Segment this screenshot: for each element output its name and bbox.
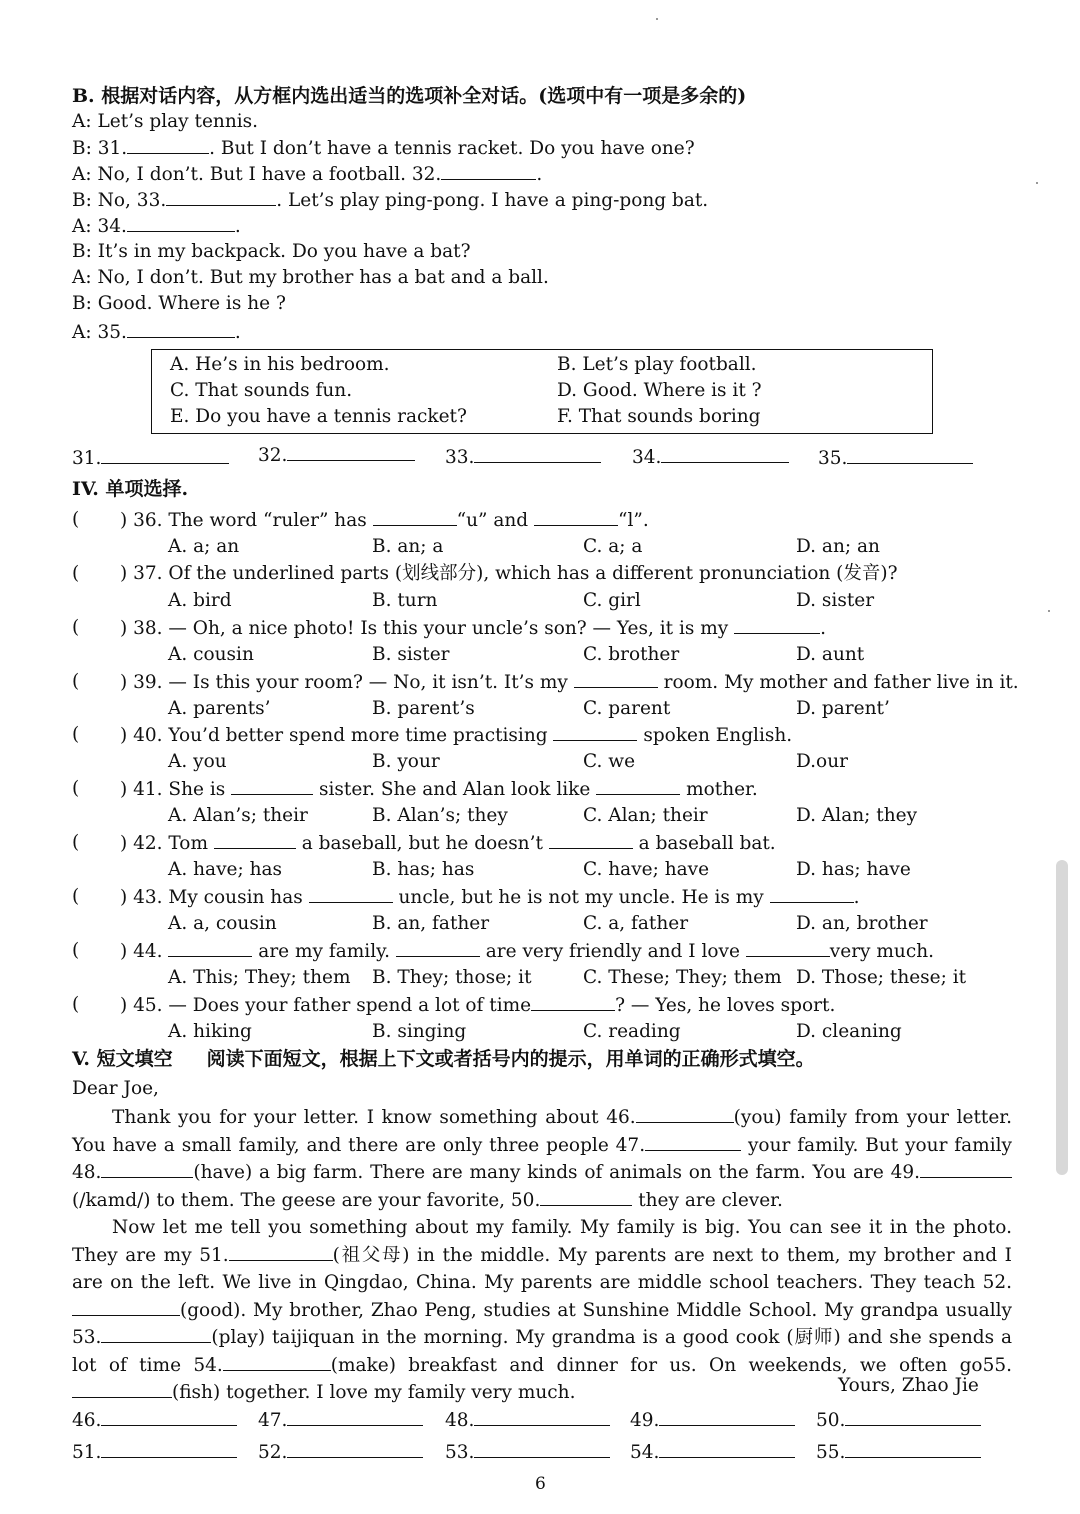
- answer-label: 47.: [258, 1410, 288, 1431]
- answer-slot: [630, 1408, 795, 1431]
- dialog-line: [72, 136, 695, 161]
- choice-option[interactable]: C. reading: [583, 1021, 681, 1042]
- answer-label: 52.: [258, 1442, 288, 1463]
- letter-text: your family. But your family 48.: [72, 1134, 1013, 1183]
- stem-text: ) 45. — Does your father spend a lot of time: [120, 995, 532, 1016]
- choice-option[interactable]: A. This; They; them: [168, 967, 351, 988]
- letter-text: (have) a big farm. There are many kinds of animals on the farm. You are 49.: [193, 1162, 920, 1183]
- answer-label: 54.: [630, 1442, 660, 1463]
- section-iv-heading: IV. 单项选择.: [72, 478, 189, 500]
- stem-text: are my family.: [252, 941, 396, 962]
- answer-paren[interactable]: (: [72, 778, 80, 799]
- answer-slot: [258, 1408, 423, 1431]
- letter-text: (you) family from your letter. You have a small family, and there are only three people 47.: [72, 1107, 1012, 1156]
- dialog-line: [72, 214, 241, 239]
- letter-text: they are clever.: [632, 1189, 783, 1211]
- letter-text: (make) breakfast and dinner for us. On weekends, we often go55.: [330, 1354, 1012, 1376]
- answer-label: 49.: [630, 1410, 660, 1431]
- dialog-line: [72, 292, 286, 316]
- answer-blank[interactable]: [574, 670, 658, 688]
- choice-option[interactable]: A. a, cousin: [168, 913, 277, 934]
- dialog-line: [72, 110, 258, 134]
- answer-slot: [258, 1440, 423, 1463]
- choice-option[interactable]: A. have; has: [168, 859, 283, 880]
- letter-text: (play) taijiquan in the morning. My grandma is a good cook (厨师) and she spends a lot of time 54.: [72, 1327, 1012, 1376]
- answer-blank[interactable]: [127, 136, 209, 154]
- choice-option[interactable]: B. an, father: [372, 913, 490, 934]
- dialog-text: .: [234, 216, 241, 237]
- answer-blank[interactable]: [101, 1408, 237, 1426]
- option-f: F. That sounds boring: [557, 406, 761, 427]
- answer-blank[interactable]: [474, 445, 601, 463]
- dialog-line: [72, 320, 241, 345]
- stem-text: ) 39. — Is this your room? — No, it isn’t. It’s my: [120, 672, 574, 693]
- answer-label: 50.: [816, 1410, 846, 1431]
- option-c: C. That sounds fun.: [170, 380, 353, 401]
- answer-blank[interactable]: [101, 1440, 237, 1458]
- scrollbar[interactable]: [1056, 860, 1068, 1175]
- answer-label: 32.: [258, 445, 288, 466]
- page-number: 6: [535, 1474, 546, 1494]
- dialog-text: .: [234, 322, 241, 343]
- dialog-text: B: No, 33.: [72, 190, 167, 211]
- answer-slot: [72, 1440, 237, 1463]
- answer-label: 53.: [445, 1442, 475, 1463]
- option-e: E. Do you have a tennis racket?: [170, 406, 467, 427]
- letter-paragraph-1: [72, 1104, 1012, 1214]
- letter-greeting: Dear Joe,: [72, 1078, 159, 1099]
- answer-blank[interactable]: [231, 777, 313, 795]
- dialog-text: A: 35.: [72, 322, 127, 343]
- answer-label: 48.: [445, 1410, 475, 1431]
- answer-slot: [816, 1440, 981, 1463]
- answer-label: 35.: [818, 448, 848, 469]
- answer-blank[interactable]: [396, 939, 480, 957]
- choice-option[interactable]: D. an, brother: [796, 913, 928, 934]
- answer-blank[interactable]: [287, 443, 415, 461]
- choice-option[interactable]: D. parent’: [796, 698, 890, 719]
- choice-option[interactable]: B. They; those; it: [372, 967, 532, 988]
- answer-paren[interactable]: (: [72, 509, 80, 530]
- answer-paren[interactable]: (: [72, 563, 80, 584]
- choice-option[interactable]: D. an; an: [796, 536, 880, 557]
- dialog-line: [72, 162, 542, 187]
- question-stem: [120, 723, 792, 748]
- section-v-title: V. 短文填空: [72, 1048, 173, 1070]
- letter-signoff: Yours, Zhao Jie: [838, 1375, 979, 1396]
- section-b-heading: B. 根据对话内容，从方框内选出适当的选项补全对话。(选项中有一项是多余的): [72, 85, 747, 107]
- choice-option[interactable]: C. These; They; them: [583, 967, 782, 988]
- answer-label: 33.: [445, 447, 475, 468]
- stem-text: uncle, but he is not my uncle. He is my: [392, 887, 770, 908]
- choice-option[interactable]: C. we: [583, 751, 636, 772]
- answer-label: 31.: [72, 448, 102, 469]
- dialog-text: .: [536, 164, 543, 185]
- choice-option[interactable]: C. brother: [583, 644, 680, 665]
- choice-option[interactable]: D. Those; these; it: [796, 967, 967, 988]
- answer-blank[interactable]: [223, 1353, 331, 1371]
- answer-blank[interactable]: [101, 1325, 211, 1343]
- answer-blank[interactable]: [531, 993, 615, 1011]
- answer-blank[interactable]: [645, 1133, 741, 1151]
- answer-blank[interactable]: [845, 1440, 981, 1458]
- answer-blank[interactable]: [166, 188, 276, 206]
- answer-blank[interactable]: [101, 1160, 193, 1178]
- stem-text: room. My mother and father live in it.: [657, 672, 1019, 693]
- answer-blank[interactable]: [636, 1105, 734, 1123]
- answer-paren[interactable]: (: [72, 671, 80, 692]
- stem-text: sister. She and Alan look like: [313, 779, 597, 800]
- answer-blank[interactable]: [474, 1440, 610, 1458]
- answer-label: 46.: [72, 1410, 102, 1431]
- answer-32: [258, 443, 415, 466]
- stem-text: mother.: [680, 779, 758, 800]
- answer-paren[interactable]: (: [72, 724, 80, 745]
- answer-blank[interactable]: [214, 831, 296, 849]
- options-box: [151, 349, 933, 434]
- answer-blank[interactable]: [474, 1408, 610, 1426]
- answer-label: 34.: [632, 447, 662, 468]
- answer-paren[interactable]: (: [72, 617, 80, 638]
- choice-option[interactable]: B. singing: [372, 1021, 467, 1042]
- answer-slot: [816, 1408, 981, 1431]
- dialog-text: A: No, I don’t. But my brother has a bat and a ball.: [72, 267, 549, 288]
- stem-text: ) 38. — Oh, a nice photo! Is this your uncle’s son? — Yes, it is my: [120, 618, 735, 639]
- letter-text: (fish) together. I love my family very much.: [172, 1382, 576, 1403]
- dialog-text: . But I don’t have a tennis racket. Do you have one?: [209, 138, 695, 159]
- dialog-text: A: Let’s play tennis.: [72, 111, 259, 132]
- answer-blank[interactable]: [441, 162, 536, 180]
- choice-option[interactable]: B. your: [372, 751, 440, 772]
- choice-option[interactable]: C. girl: [583, 590, 641, 611]
- answer-blank[interactable]: [373, 508, 457, 526]
- choice-option[interactable]: A. cousin: [168, 644, 254, 665]
- answer-blank[interactable]: [734, 616, 820, 634]
- choice-option[interactable]: C. Alan; their: [583, 805, 708, 826]
- choice-option[interactable]: B. sister: [372, 644, 450, 665]
- answer-slot: [72, 1408, 237, 1431]
- section-v-heading: [72, 1047, 815, 1071]
- question-stem: [120, 993, 835, 1018]
- choice-option[interactable]: B. Alan’s; they: [372, 805, 508, 826]
- stem-text: “u” and: [456, 510, 534, 531]
- choice-option[interactable]: B. parent’s: [372, 698, 475, 719]
- question-stem: [120, 562, 898, 586]
- speck: [656, 18, 658, 20]
- choice-option[interactable]: D. has; have: [796, 859, 911, 880]
- answer-slot: [445, 1408, 610, 1431]
- question-stem: [120, 831, 776, 856]
- dialog-text: A: No, I don’t. But I have a football. 32.: [72, 164, 442, 185]
- answer-blank[interactable]: [596, 777, 680, 795]
- option-d: D. Good. Where is it ?: [557, 380, 762, 401]
- stem-text: .: [820, 618, 827, 639]
- answer-blank[interactable]: [309, 885, 393, 903]
- answer-blank[interactable]: [553, 723, 637, 741]
- dialog-text: B: 31.: [72, 138, 128, 159]
- answer-blank[interactable]: [920, 1160, 1012, 1178]
- answer-paren[interactable]: (: [72, 886, 80, 907]
- answer-31: [72, 446, 229, 469]
- choice-option[interactable]: A. Alan’s; their: [168, 805, 308, 826]
- choice-option[interactable]: D.our: [796, 751, 848, 772]
- dialog-text: B: Good. Where is he ?: [72, 293, 286, 314]
- letter-text: Now let me tell you something about my family. My family is big. You can see it in the photo. They are my 51.: [72, 1217, 1012, 1266]
- answer-blank[interactable]: [72, 1380, 172, 1398]
- stem-text: ) 40. You’d better spend more time practising: [120, 725, 554, 746]
- choice-option[interactable]: B. turn: [372, 590, 438, 611]
- choice-option[interactable]: A. hiking: [168, 1021, 252, 1042]
- answer-label: 51.: [72, 1442, 102, 1463]
- answer-blank[interactable]: [168, 939, 252, 957]
- stem-text: ) 37. Of the underlined parts (划线部分), which has a different pronunciation (发音)?: [120, 563, 898, 584]
- answer-blank[interactable]: [534, 508, 618, 526]
- answer-blank[interactable]: [659, 1408, 795, 1426]
- dialog-text: A: 34.: [72, 216, 127, 237]
- answer-slot: [630, 1440, 795, 1463]
- answer-slot: [445, 1440, 610, 1463]
- choice-option[interactable]: C. a; a: [583, 536, 643, 557]
- letter-text: (祖父母) in the middle. My parents are next to them, my brother and I are on the left. We live in Qingdao, China. My parents are middle school teachers. They teach 52.: [72, 1244, 1012, 1293]
- stem-text: “l”.: [618, 510, 649, 531]
- choice-option[interactable]: A. parents’: [168, 698, 271, 719]
- choice-option[interactable]: B. has; has: [372, 859, 475, 880]
- stem-text: ) 43. My cousin has: [120, 887, 309, 908]
- choice-option[interactable]: C. a, father: [583, 913, 689, 934]
- option-b: B. Let’s play football.: [557, 354, 757, 375]
- question-stem: [120, 939, 934, 964]
- answer-paren[interactable]: (: [72, 832, 80, 853]
- choice-option[interactable]: C. parent: [583, 698, 671, 719]
- letter-text: Thank you for your letter. I know something about 46.: [112, 1107, 636, 1128]
- answer-blank[interactable]: [549, 831, 633, 849]
- answer-blank[interactable]: [72, 1298, 180, 1316]
- choice-option[interactable]: B. an; a: [372, 536, 444, 557]
- stem-text: ) 36. The word “ruler” has: [120, 510, 373, 531]
- option-a: A. He’s in his bedroom.: [170, 354, 390, 375]
- answer-blank[interactable]: [127, 320, 235, 338]
- stem-text: ? — Yes, he loves sport.: [615, 995, 836, 1016]
- answer-blank[interactable]: [770, 885, 854, 903]
- speck: [1036, 182, 1038, 184]
- question-stem: [120, 777, 758, 802]
- answer-34: [632, 445, 789, 468]
- answer-blank[interactable]: [287, 1408, 423, 1426]
- stem-text: are very friendly and I love: [479, 941, 746, 962]
- speck: [1048, 610, 1050, 612]
- stem-text: ) 42. Tom: [120, 833, 214, 854]
- dialog-line: [72, 240, 471, 264]
- choice-option[interactable]: D. aunt: [796, 644, 865, 665]
- choice-option[interactable]: A. you: [168, 751, 227, 772]
- answer-blank[interactable]: [661, 445, 789, 463]
- stem-text: spoken English.: [637, 725, 793, 746]
- stem-text: a baseball bat.: [632, 833, 776, 854]
- question-stem: [120, 670, 1019, 695]
- choice-option[interactable]: D. cleaning: [796, 1021, 902, 1042]
- answer-35: [818, 446, 973, 469]
- stem-text: a baseball, but he doesn’t: [295, 833, 549, 854]
- dialog-text: B: It’s in my backpack. Do you have a bat?: [72, 241, 471, 262]
- answer-blank[interactable]: [746, 939, 830, 957]
- answer-33: [445, 445, 601, 468]
- question-stem: [120, 508, 649, 533]
- choice-option[interactable]: D. sister: [796, 590, 875, 611]
- answer-paren[interactable]: (: [72, 994, 80, 1015]
- letter-text: (/kamd/) to them. The geese are your favorite, 50.: [72, 1189, 541, 1211]
- answer-blank[interactable]: [659, 1440, 795, 1458]
- choice-option[interactable]: A. bird: [168, 590, 232, 611]
- question-stem: [120, 616, 826, 641]
- choice-option[interactable]: A. a; an: [168, 536, 240, 557]
- stem-text: ) 41. She is: [120, 779, 232, 800]
- stem-text: ) 44.: [120, 941, 169, 962]
- answer-label: 55.: [816, 1442, 846, 1463]
- dialog-line: [72, 266, 549, 290]
- stem-text: .: [853, 887, 860, 908]
- answer-blank[interactable]: [127, 214, 235, 232]
- dialog-line: [72, 188, 708, 213]
- answer-blank[interactable]: [845, 1408, 981, 1426]
- answer-paren[interactable]: (: [72, 940, 80, 961]
- question-stem: [120, 885, 860, 910]
- letter-text: (good). My brother, Zhao Peng, studies at Sunshine Middle School. My grandpa usually 53.: [72, 1299, 1012, 1348]
- stem-text: very much.: [829, 941, 934, 962]
- answer-blank[interactable]: [101, 446, 229, 464]
- section-v-instruction: 阅读下面短文，根据上下文或者括号内的提示，用单词的正确形式填空。: [206, 1048, 815, 1070]
- choice-option[interactable]: C. have; have: [583, 859, 710, 880]
- answer-blank[interactable]: [287, 1440, 423, 1458]
- answer-blank[interactable]: [540, 1188, 632, 1206]
- dialog-text: . Let’s play ping-pong. I have a ping-pong bat.: [276, 190, 709, 211]
- answer-blank[interactable]: [847, 446, 973, 464]
- answer-blank[interactable]: [229, 1243, 333, 1261]
- choice-option[interactable]: D. Alan; they: [796, 805, 918, 826]
